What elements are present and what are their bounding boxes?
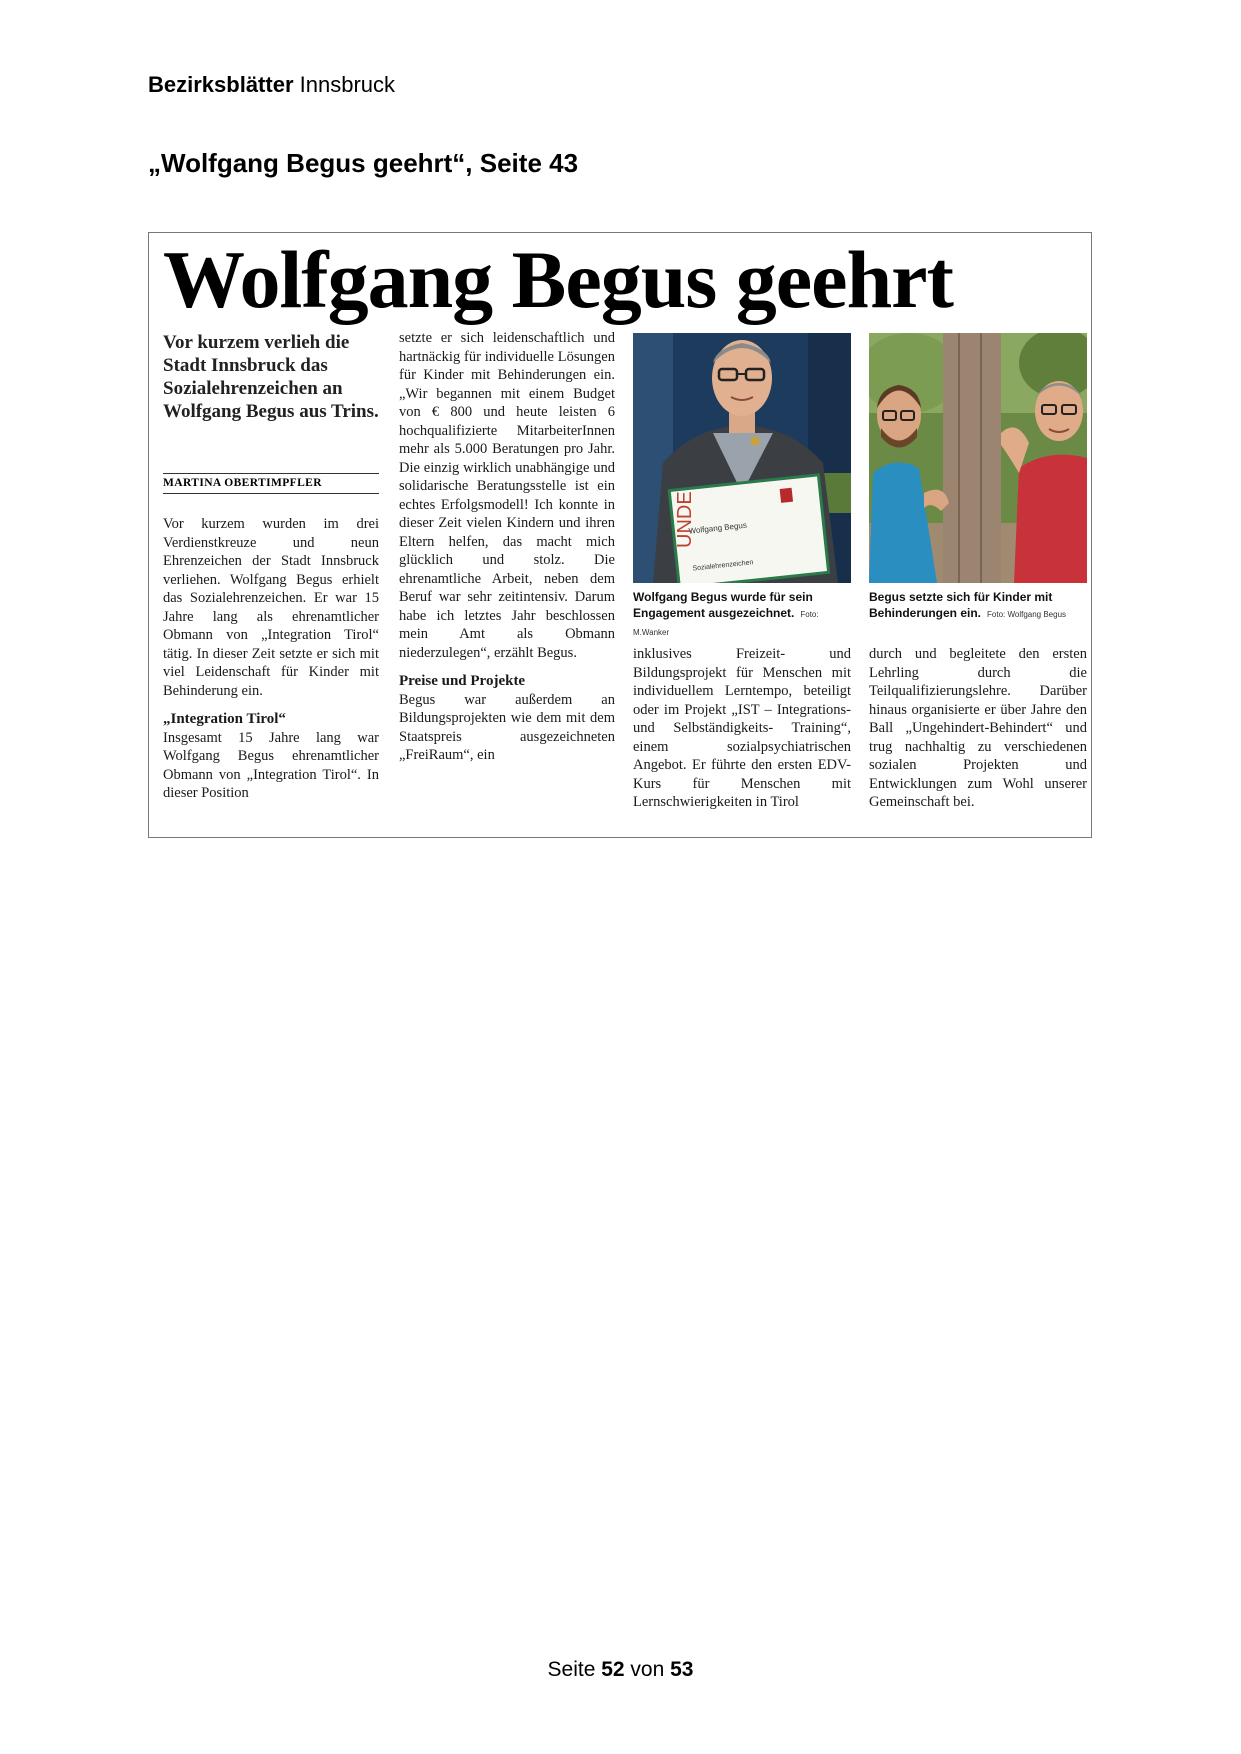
caption-text: Wolfgang Begus wurde für sein Engagement ausgezeichnet. bbox=[633, 590, 813, 620]
subheading: Preise und Projekte bbox=[399, 673, 526, 689]
text-column-4 bbox=[869, 645, 1087, 812]
text-column-3 bbox=[633, 645, 851, 812]
article-lead: Vor kurzem verlieh die Stadt Innsbruck das Sozialehrenzeichen an Wolfgang Begus aus Trins. bbox=[163, 332, 379, 422]
publication-name bbox=[148, 72, 395, 98]
photo-outdoor bbox=[869, 333, 1087, 583]
certificate-label: Sozialehrenzeichen bbox=[692, 559, 754, 573]
caption-text: Begus setzte sich für Kinder mit Behinderungen ein. bbox=[869, 590, 1053, 620]
footer-prefix: Seite bbox=[547, 1658, 602, 1681]
background-sign-text: UNDE bbox=[674, 491, 696, 548]
byline-rule-top bbox=[163, 473, 379, 474]
photo-caption-1 bbox=[633, 589, 851, 641]
text-column-1 bbox=[163, 515, 379, 803]
byline-rule-bottom bbox=[163, 493, 379, 494]
publication-name-bold: Bezirksblätter bbox=[148, 72, 294, 97]
article-reference: „Wolfgang Begus geehrt“, Seite 43 bbox=[148, 148, 579, 178]
footer-page-total: 53 bbox=[670, 1658, 694, 1681]
clipping-headline: Wolfgang Begus geehrt bbox=[163, 234, 953, 325]
page-footer bbox=[0, 1658, 1241, 1682]
paragraph: Vor kurzem wurden im drei Verdienstkreuze und neun Ehrenzeichen der Stadt Innsbruck verliehen. Wolfgang Begus erhielt das Sozialehrenzeichen. Er war 15 Jahre lang als ehrenamtlicher Obmann von „Integration Tirol“ tätig. In dieser Zeit setzte er sich mit viel Leidenschaft für Kinder mit Behinderung ein. bbox=[163, 516, 379, 699]
article-author: MARTINA OBERTIMPFLER bbox=[163, 477, 322, 489]
photo-award-ceremony bbox=[633, 333, 851, 583]
publication-name-city: Innsbruck bbox=[293, 72, 396, 97]
photo-caption-2 bbox=[869, 589, 1087, 623]
photo-award-ceremony-image bbox=[633, 333, 851, 583]
photo-outdoor-image bbox=[869, 333, 1087, 583]
footer-page-number: 52 bbox=[601, 1658, 625, 1681]
photo-credit: Foto: Wolfgang Begus bbox=[987, 610, 1067, 619]
paragraph: Begus war außerdem an Bildungsprojekten wie dem mit dem Staatspreis ausgezeichneten „FreiRaum“, ein bbox=[399, 691, 615, 763]
paragraph: setzte er sich leidenschaftlich und hartnäckig für individuelle Lösungen für Kinder mit Behinderungen ein. „Wir begannen mit einem Budget von € 800 und heute leisten 6 hochqualifizierte MitarbeiterInnen mehr als 5.000 Beratungen pro Jahr. Die einzig wirklich unabhängige und solidarische Beratungsstelle ist ein echtes Erfolgsmodell! Ich konnte in dieser Zeit vielen Kindern und ihren Eltern helfen, das macht mich glücklich und stolz. Die ehrenamtliche Arbeit, neben dem Beruf war sehr zeitintensiv. Darum habe ich letztes Jahr beschlossen mein Amt als Obmann niederzulegen“, erzählt Begus. bbox=[399, 330, 615, 661]
text-column-2 bbox=[399, 329, 615, 765]
paragraph: Insgesamt 15 Jahre lang war Wolfgang Begus ehrenamtlicher Obmann von „Integration Tirol“. In dieser Position bbox=[163, 729, 379, 801]
paragraph: inklusives Freizeit- und Bildungsprojekt für Menschen mit individuellem Lerntempo, beteiligt oder im Projekt „IST – Integrations- und Selbständigkeits- Training“, einem sozialpsychiatrischen Angebot. Er führte den ersten EDV-Kurs für Menschen mit Lernschwierigkeiten in Tirol bbox=[633, 646, 851, 810]
photo-credit: Foto: M.Wanker bbox=[633, 610, 819, 637]
subheading: „Integration Tirol“ bbox=[163, 711, 286, 727]
newspaper-clipping bbox=[148, 232, 1092, 838]
paragraph: durch und begleitete den ersten Lehrling durch die Teilqualifizierungslehre. Darüber hinaus organisierte er über Jahre den Ball „Ungehindert-Behindert“ und trug nachhaltig zu verschiedenen sozialen Projekten und Entwicklungen zum Wohl unserer Gemeinschaft bei. bbox=[869, 646, 1087, 810]
footer-mid: von bbox=[624, 1658, 671, 1681]
certificate-name: Wolfgang Begus bbox=[688, 520, 748, 536]
